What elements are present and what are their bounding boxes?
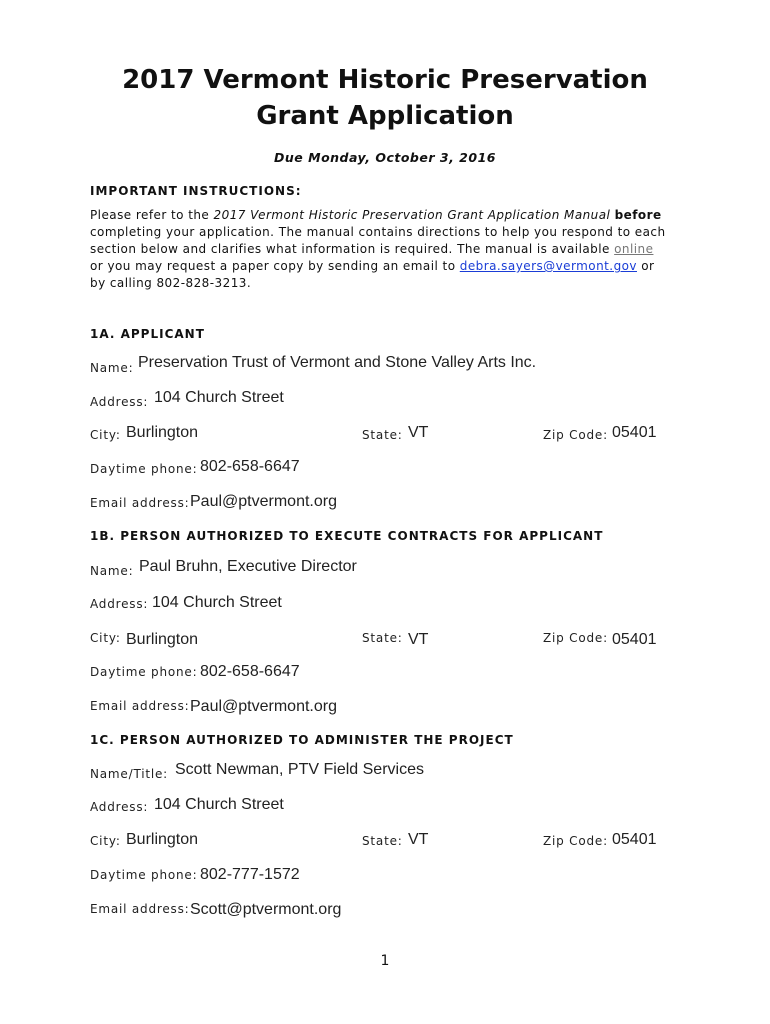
contracts-address-field[interactable]: 104 Church Street	[152, 594, 282, 611]
contracts-state-label: State:	[362, 631, 403, 645]
administer-phone-label: Daytime phone:	[90, 868, 198, 882]
contracts-city-label: City:	[90, 631, 121, 645]
administer-email-field[interactable]: Scott@ptvermont.org	[190, 901, 342, 918]
applicant-city-label: City:	[90, 428, 121, 442]
contracts-email-label: Email address:	[90, 699, 190, 713]
applicant-address-label: Address:	[90, 395, 149, 409]
document-title	[0, 62, 770, 134]
online-link[interactable]: online	[614, 242, 654, 256]
instructions-line-5: by calling 802-828-3213.	[90, 276, 252, 290]
applicant-name-label: Name:	[90, 361, 134, 375]
administer-address-field[interactable]: 104 Church Street	[154, 796, 284, 813]
administer-state-label: State:	[362, 834, 403, 848]
title-line-1: 2017 Vermont Historic Preservation	[122, 65, 648, 95]
administer-state-field[interactable]: VT	[408, 831, 429, 848]
section-1a-heading: 1A. APPLICANT	[90, 327, 205, 341]
instructions-line-4: or you may request a paper copy by sending an email to debra.sayers@vermont.gov or	[90, 259, 655, 273]
administer-phone-field[interactable]: 802-777-1572	[200, 866, 300, 883]
applicant-email-field[interactable]: Paul@ptvermont.org	[190, 493, 337, 510]
instructions-line-2: completing your application. The manual contains directions to help you respond to each	[90, 225, 666, 239]
section-1b-heading: 1B. PERSON AUTHORIZED TO EXECUTE CONTRACTS FOR APPLICANT	[90, 529, 604, 543]
administer-zip-field[interactable]: 05401	[612, 831, 657, 848]
applicant-zip-label: Zip Code:	[543, 428, 608, 442]
contracts-address-label: Address:	[90, 597, 149, 611]
applicant-phone-label: Daytime phone:	[90, 462, 198, 476]
applicant-email-label: Email address:	[90, 496, 190, 510]
contracts-city-field[interactable]: Burlington	[126, 631, 199, 648]
administer-email-label: Email address:	[90, 902, 190, 916]
section-1c-heading: 1C. PERSON AUTHORIZED TO ADMINISTER THE PROJECT	[90, 733, 514, 747]
applicant-city-field[interactable]: Burlington	[126, 424, 199, 441]
due-date: Due Monday, October 3, 2016	[274, 150, 496, 165]
administer-name-label: Name/Title:	[90, 767, 169, 781]
page-number: 1	[380, 953, 390, 969]
contracts-name-label: Name:	[90, 564, 134, 578]
contracts-phone-field[interactable]: 802-658-6647	[200, 663, 300, 680]
contracts-state-field[interactable]: VT	[408, 631, 429, 648]
instructions-paragraph	[90, 207, 690, 292]
applicant-phone-field[interactable]: 802-658-6647	[200, 458, 300, 475]
contracts-name-field[interactable]: Paul Bruhn, Executive Director	[139, 558, 357, 575]
instructions-line-1: Please refer to the 2017 Vermont Historic Preservation Grant Application Manual before	[90, 208, 662, 222]
instructions-line-3: section below and clarifies what information is required. The manual is available online	[90, 242, 654, 256]
administer-zip-label: Zip Code:	[543, 834, 608, 848]
contracts-zip-field[interactable]: 05401	[612, 631, 657, 648]
email-link[interactable]: debra.sayers@vermont.gov	[459, 259, 637, 273]
administer-name-field[interactable]: Scott Newman, PTV Field Services	[175, 761, 424, 778]
applicant-address-field[interactable]: 104 Church Street	[154, 389, 284, 406]
contracts-email-field[interactable]: Paul@ptvermont.org	[190, 698, 337, 715]
contracts-zip-label: Zip Code:	[543, 631, 608, 645]
administer-address-label: Address:	[90, 800, 149, 814]
applicant-zip-field[interactable]: 05401	[612, 424, 657, 441]
administer-city-label: City:	[90, 834, 121, 848]
applicant-state-field[interactable]: VT	[408, 424, 429, 441]
title-line-2: Grant Application	[256, 101, 514, 131]
manual-title: 2017 Vermont Historic Preservation Grant Application Manual	[213, 208, 611, 222]
contracts-phone-label: Daytime phone:	[90, 665, 198, 679]
applicant-state-label: State:	[362, 428, 403, 442]
before-emphasis: before	[614, 208, 662, 222]
administer-city-field[interactable]: Burlington	[126, 831, 199, 848]
applicant-name-field[interactable]: Preservation Trust of Vermont and Stone Valley Arts Inc.	[138, 354, 537, 371]
instructions-heading: IMPORTANT INSTRUCTIONS:	[90, 184, 302, 198]
